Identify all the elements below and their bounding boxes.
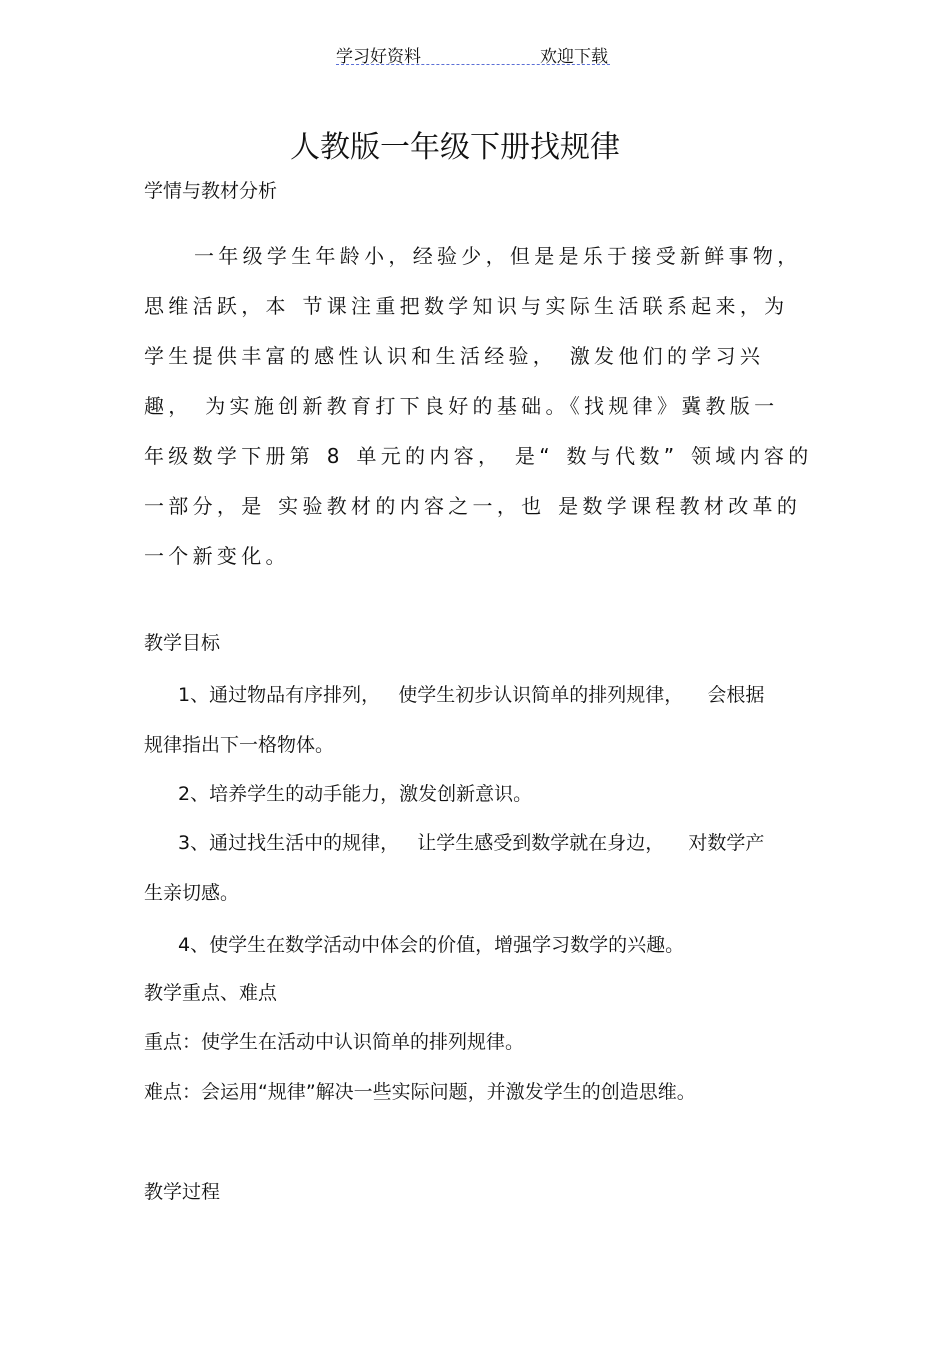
analysis-line-2: 思维活跃，本 节课注重把数学知识与实际生活联系起来，为: [144, 294, 789, 318]
goal-item-2: 2、培养学生的动手能力，激发创新意识。: [178, 783, 533, 805]
keypoint-key: 重点：使学生在活动中认识简单的排列规律。: [144, 1031, 525, 1053]
section-heading-process: 教学过程: [144, 1181, 221, 1203]
goal-item-1-line-1: 1、通过物品有序排列， 使学生初步认识简单的排列规律， 会根据: [178, 684, 765, 706]
header-left-text: 学习好资料: [336, 47, 421, 67]
section-heading-analysis: 学情与教材分析: [144, 180, 278, 202]
header-right-text: 欢迎下载: [540, 47, 608, 67]
header-dashed-rule: [336, 64, 610, 65]
analysis-line-3: 学生提供丰富的感性认识和生活经验， 激发他们的学习兴: [144, 344, 765, 368]
keypoint-difficult: 难点：会运用“规律”解决一些实际问题，并激发学生的创造思维。: [144, 1081, 696, 1103]
section-heading-keypoints: 教学重点、难点: [144, 982, 278, 1004]
analysis-line-1: 一年级学生年龄小，经验少，但是是乐于接受新鲜事物，: [194, 244, 802, 268]
goal-item-1-line-2: 规律指出下一格物体。: [144, 734, 335, 756]
analysis-line-7: 一个新变化。: [144, 544, 290, 568]
goal-item-4: 4、使学生在数学活动中体会的价值，增强学习数学的兴趣。: [178, 934, 685, 956]
page-title: 人教版一年级下册找规律: [290, 130, 620, 165]
analysis-line-6: 一部分，是 实验教材的内容之一，也 是数学课程教材改革的: [144, 494, 802, 518]
section-heading-goals: 教学目标: [144, 632, 221, 654]
analysis-line-5: 年级数学下册第 8 单元的内容， 是“ 数与代数” 领域内容的: [144, 444, 813, 468]
goal-item-3-line-1: 3、通过找生活中的规律， 让学生感受到数学就在身边， 对数学产: [178, 832, 765, 854]
goal-item-3-line-2: 生亲切感。: [144, 882, 240, 904]
analysis-line-4: 趣， 为实施创新教育打下良好的基础。《找规律》冀教版一: [144, 394, 779, 418]
